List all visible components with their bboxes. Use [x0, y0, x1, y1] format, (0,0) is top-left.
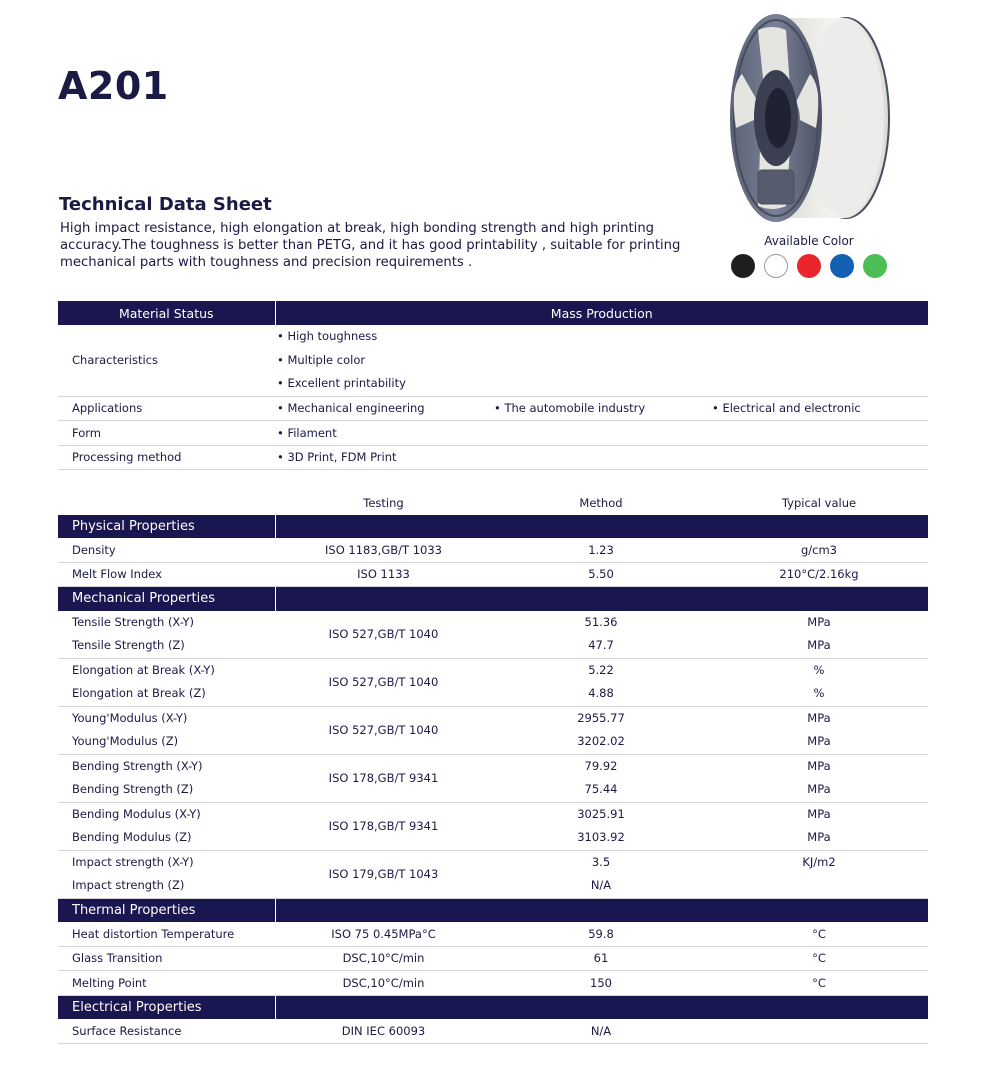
typical-value: MPa: [807, 758, 831, 773]
testing-value: ISO 178,GB/T 9341: [275, 754, 492, 802]
properties-table: [58, 491, 928, 1044]
testing-value: DSC,10°C/min: [275, 946, 492, 971]
testing-value: ISO 1133: [275, 562, 492, 587]
typical-value: %: [813, 686, 825, 700]
filament-spool-image: [728, 10, 893, 225]
property-name: Melting Point: [58, 971, 275, 996]
color-swatch-green[interactable]: [863, 254, 887, 278]
property-name: Young'Modulus (X-Y): [72, 710, 188, 725]
material-table: [58, 301, 928, 470]
mechanical-section-header: [58, 587, 928, 611]
typical-value: °C: [710, 922, 928, 946]
typical-value: 210°C/2.16kg: [710, 562, 928, 587]
property-name: Bending Modulus (Z): [72, 830, 192, 844]
typical-value: MPa: [807, 710, 831, 725]
table-row-group: [58, 754, 928, 802]
testing-value: DIN IEC 60093: [275, 1019, 492, 1043]
method-value: 5.50: [492, 562, 710, 587]
material-status-value: Mass Production: [275, 301, 928, 325]
application-item: • The automobile industry: [492, 396, 710, 421]
typical-value: MPa: [807, 782, 831, 796]
column-header-row: [58, 491, 928, 515]
method-value: 150: [492, 971, 710, 996]
testing-value: ISO 527,GB/T 1040: [275, 658, 492, 706]
typical-value: MPa: [807, 638, 831, 652]
form-label: Form: [58, 421, 275, 446]
color-swatch-red[interactable]: [797, 254, 821, 278]
method-value: 79.92: [584, 758, 618, 773]
method-value: 47.7: [588, 638, 614, 652]
property-name: Elongation at Break (Z): [72, 686, 206, 700]
testing-column-header: Testing: [363, 495, 404, 510]
property-name: Melt Flow Index: [58, 562, 275, 587]
electrical-section-header: [58, 995, 928, 1019]
method-value: 3025.91: [577, 806, 625, 821]
typical-value: [710, 1019, 928, 1043]
form-value: • Filament: [275, 421, 928, 446]
property-name: Glass Transition: [58, 946, 275, 971]
product-description: High impact resistance, high elongation at break, high bonding strength and high printing accuracy.The toughness is better than PETG, and it has good printability , suitable for printing mechanical parts with toughness and precision requirements .: [60, 221, 681, 270]
property-name: Tensile Strength (Z): [72, 638, 185, 652]
testing-value: ISO 178,GB/T 9341: [275, 802, 492, 850]
table-row: [58, 971, 928, 996]
method-value: 3.5: [591, 854, 611, 869]
typical-value: %: [813, 662, 825, 677]
characteristics-row: [58, 325, 928, 396]
property-name: Density: [58, 538, 275, 562]
color-swatch-blue[interactable]: [830, 254, 854, 278]
characteristics-list: [275, 325, 928, 396]
typical-value: MPa: [807, 806, 831, 821]
testing-value: DSC,10°C/min: [275, 971, 492, 996]
property-name: Surface Resistance: [58, 1019, 275, 1043]
typical-value: °C: [710, 971, 928, 996]
property-name: Young'Modulus (Z): [72, 734, 179, 748]
physical-section-header: [58, 515, 928, 539]
table-row: [58, 922, 928, 946]
section-name: Physical Properties: [58, 515, 275, 539]
thermal-section-header: [58, 898, 928, 922]
method-value: N/A: [590, 878, 612, 892]
characteristic-item: • High toughness: [277, 329, 378, 343]
table-row-group: [58, 850, 928, 898]
processing-label: Processing method: [58, 445, 275, 470]
characteristic-item: • Multiple color: [277, 352, 366, 367]
table-row-group: [58, 611, 928, 659]
method-value: 3103.92: [577, 830, 625, 844]
section-name: Electrical Properties: [58, 995, 275, 1019]
table-row-group: [58, 706, 928, 754]
method-value: 61: [492, 946, 710, 971]
material-status-row: [58, 301, 928, 325]
method-value: 75.44: [584, 782, 618, 796]
method-value: 5.22: [588, 662, 614, 677]
processing-row: [58, 445, 928, 470]
color-swatch-black[interactable]: [731, 254, 755, 278]
method-value: N/A: [492, 1019, 710, 1043]
table-row: [58, 946, 928, 971]
method-value: 51.36: [584, 614, 618, 629]
processing-value: • 3D Print, FDM Print: [275, 445, 928, 470]
applications-row: [58, 396, 928, 421]
property-name: Tensile Strength (X-Y): [72, 614, 195, 629]
method-value: 4.88: [588, 686, 614, 700]
section-title: Technical Data Sheet: [59, 194, 272, 215]
table-row: [58, 538, 928, 562]
table-row-group: [58, 802, 928, 850]
typical-value: [710, 874, 928, 898]
property-name: Bending Strength (Z): [72, 782, 194, 796]
table-row-group: [58, 658, 928, 706]
testing-value: ISO 527,GB/T 1040: [275, 611, 492, 659]
testing-value: ISO 179,GB/T 1043: [275, 850, 492, 898]
color-swatches: [731, 254, 887, 278]
method-value: 2955.77: [577, 710, 625, 725]
typical-value: KJ/m2: [802, 854, 836, 869]
product-title: A201: [58, 64, 169, 108]
applications-label: Applications: [58, 396, 275, 421]
section-name: Mechanical Properties: [58, 587, 275, 611]
method-value: 1.23: [492, 538, 710, 562]
material-status-label: Material Status: [58, 301, 275, 325]
testing-value: ISO 75 0.45MPa°C: [275, 922, 492, 946]
method-value: 59.8: [492, 922, 710, 946]
application-item: • Electrical and electronic: [710, 396, 928, 421]
table-row: [58, 562, 928, 587]
property-name: Impact strength (X-Y): [72, 854, 194, 869]
property-name: Bending Modulus (X-Y): [72, 806, 201, 821]
typical-value: MPa: [807, 734, 831, 748]
available-color-label: Available Color: [764, 234, 854, 248]
application-item: • Mechanical engineering: [275, 396, 492, 421]
method-value: 3202.02: [577, 734, 625, 748]
table-row: [58, 1019, 928, 1043]
form-row: [58, 421, 928, 446]
section-name: Thermal Properties: [58, 898, 275, 922]
typical-column-header: Typical value: [781, 495, 857, 510]
property-name: Elongation at Break (X-Y): [72, 662, 215, 677]
characteristics-label: Characteristics: [58, 325, 275, 396]
property-name: Impact strength (Z): [72, 878, 185, 892]
property-name: Bending Strength (X-Y): [72, 758, 203, 773]
property-name: Heat distortion Temperature: [58, 922, 275, 946]
color-swatch-white[interactable]: [764, 254, 788, 278]
typical-value: MPa: [807, 830, 831, 844]
method-column-header: Method: [579, 495, 623, 510]
characteristic-item: • Excellent printability: [277, 376, 406, 390]
typical-value: MPa: [807, 614, 831, 629]
typical-value: °C: [710, 946, 928, 971]
typical-value: g/cm3: [710, 538, 928, 562]
testing-value: ISO 1183,GB/T 1033: [275, 538, 492, 562]
testing-value: ISO 527,GB/T 1040: [275, 706, 492, 754]
